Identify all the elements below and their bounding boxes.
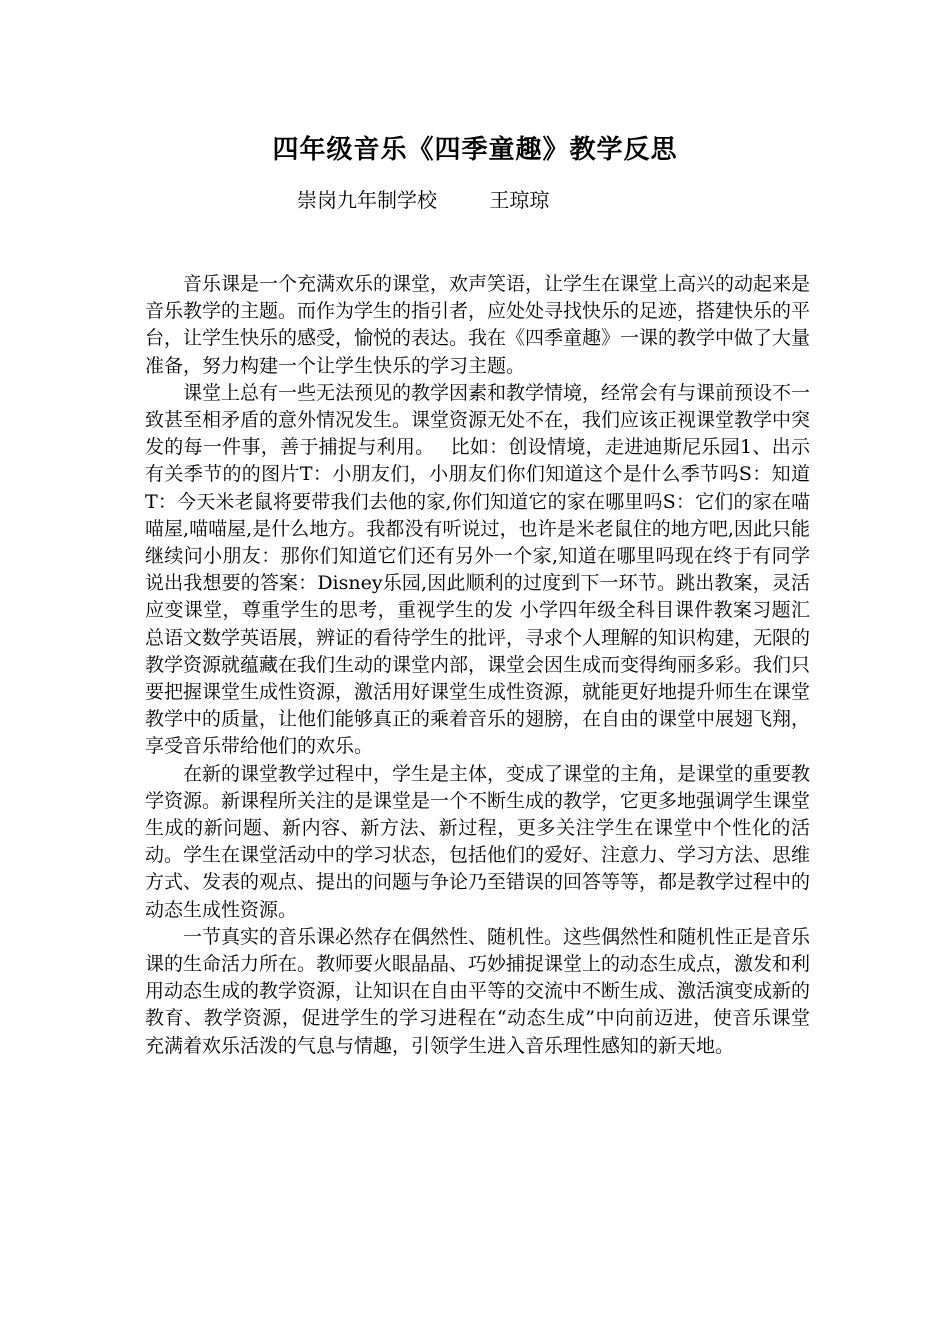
author-name: 王琼琼 <box>489 188 550 212</box>
paragraph-4: 一节真实的音乐课必然存在偶然性、随机性。这些偶然性和随机性正是音乐课的生命活力所在。教师要火眼晶晶、巧妙捕捉课堂上的动态生成点，激发和利用动态生成的教学资源，让知识在自由平等的交流中不断生成、激活演变成新的教育、教学资源，促进学生的学习进程在“动态生成”中向前迈进，使音乐课堂充满着欢乐活泼的气息与情趣，引领学生进入音乐理性感知的新天地。 <box>145 925 811 1057</box>
paragraph-3: 在新的课堂教学过程中，学生是主体，变成了课堂的主角，是课堂的重要教学资源。新课程所关注的是课堂是一个不断生成的教学，它更多地强调学生课堂生成的新问题、新内容、新方法、新过程，更多关注学生在课堂中个性化的活动。学生在课堂活动中的学习状态，包括他们的爱好、注意力、学习方法、思维方式、发表的观点、提出的问题与争论乃至错误的回答等等，都是教学过程中的动态生成性资源。 <box>145 762 811 921</box>
document-body <box>145 271 810 1060</box>
paragraph-2: 课堂上总有一些无法预见的教学因素和教学情境，经常会有与课前预设不一致甚至相矛盾的意外情况发生。课堂资源无处不在，我们应该正视课堂教学中突发的每一件事，善于捕捉与利用。 比如：创设情境，走进迪斯尼乐园1、出示有关季节的的图片T：小朋友们，小朋友们你们知道这个是什么季节吗S：知道T：今天米老鼠将要带我们去他的家,你们知道它的家在哪里吗S：它们的家在喵喵屋,喵喵屋,是什么地方。我都没有听说过，也许是米老鼠住的地方吧,因此只能继续问小朋友：那你们知道它们还有另外一个家,知道在哪里吗现在终于有同学说出我想要的答案：Disney乐园,因此顺利的过度到下一环节。跳出教案，灵活应变课堂，尊重学生的思考，重视学生的发 小学四年级全科目课件教案习题汇总语文数学英语展，辨证的看待学生的批评，寻求个人理解的知识构建，无限的教学资源就蕴藏在我们生动的课堂内部，课堂会因生成而变得绚丽多彩。我们只要把握课堂生成性资源，激活用好课堂生成性资源，就能更好地提升师生在课堂教学中的质量，让他们能够真正的乘着音乐的翅膀，在自由的课堂中展翅飞翔，享受音乐带给他们的欢乐。 <box>145 381 811 758</box>
school-name: 崇岗九年制学校 <box>297 188 437 212</box>
document-title: 四年级音乐《四季童趣》教学反思 <box>272 135 678 165</box>
paragraph-1: 音乐课是一个充满欢乐的课堂，欢声笑语，让学生在课堂上高兴的动起来是音乐教学的主题。而作为学生的指引者，应处处寻找快乐的足迹，搭建快乐的平台，让学生快乐的感受，愉悦的表达。我在《四季童趣》一课的教学中做了大量准备，努力构建一个让学生快乐的学习主题。 <box>145 273 811 377</box>
byline <box>297 184 549 216</box>
